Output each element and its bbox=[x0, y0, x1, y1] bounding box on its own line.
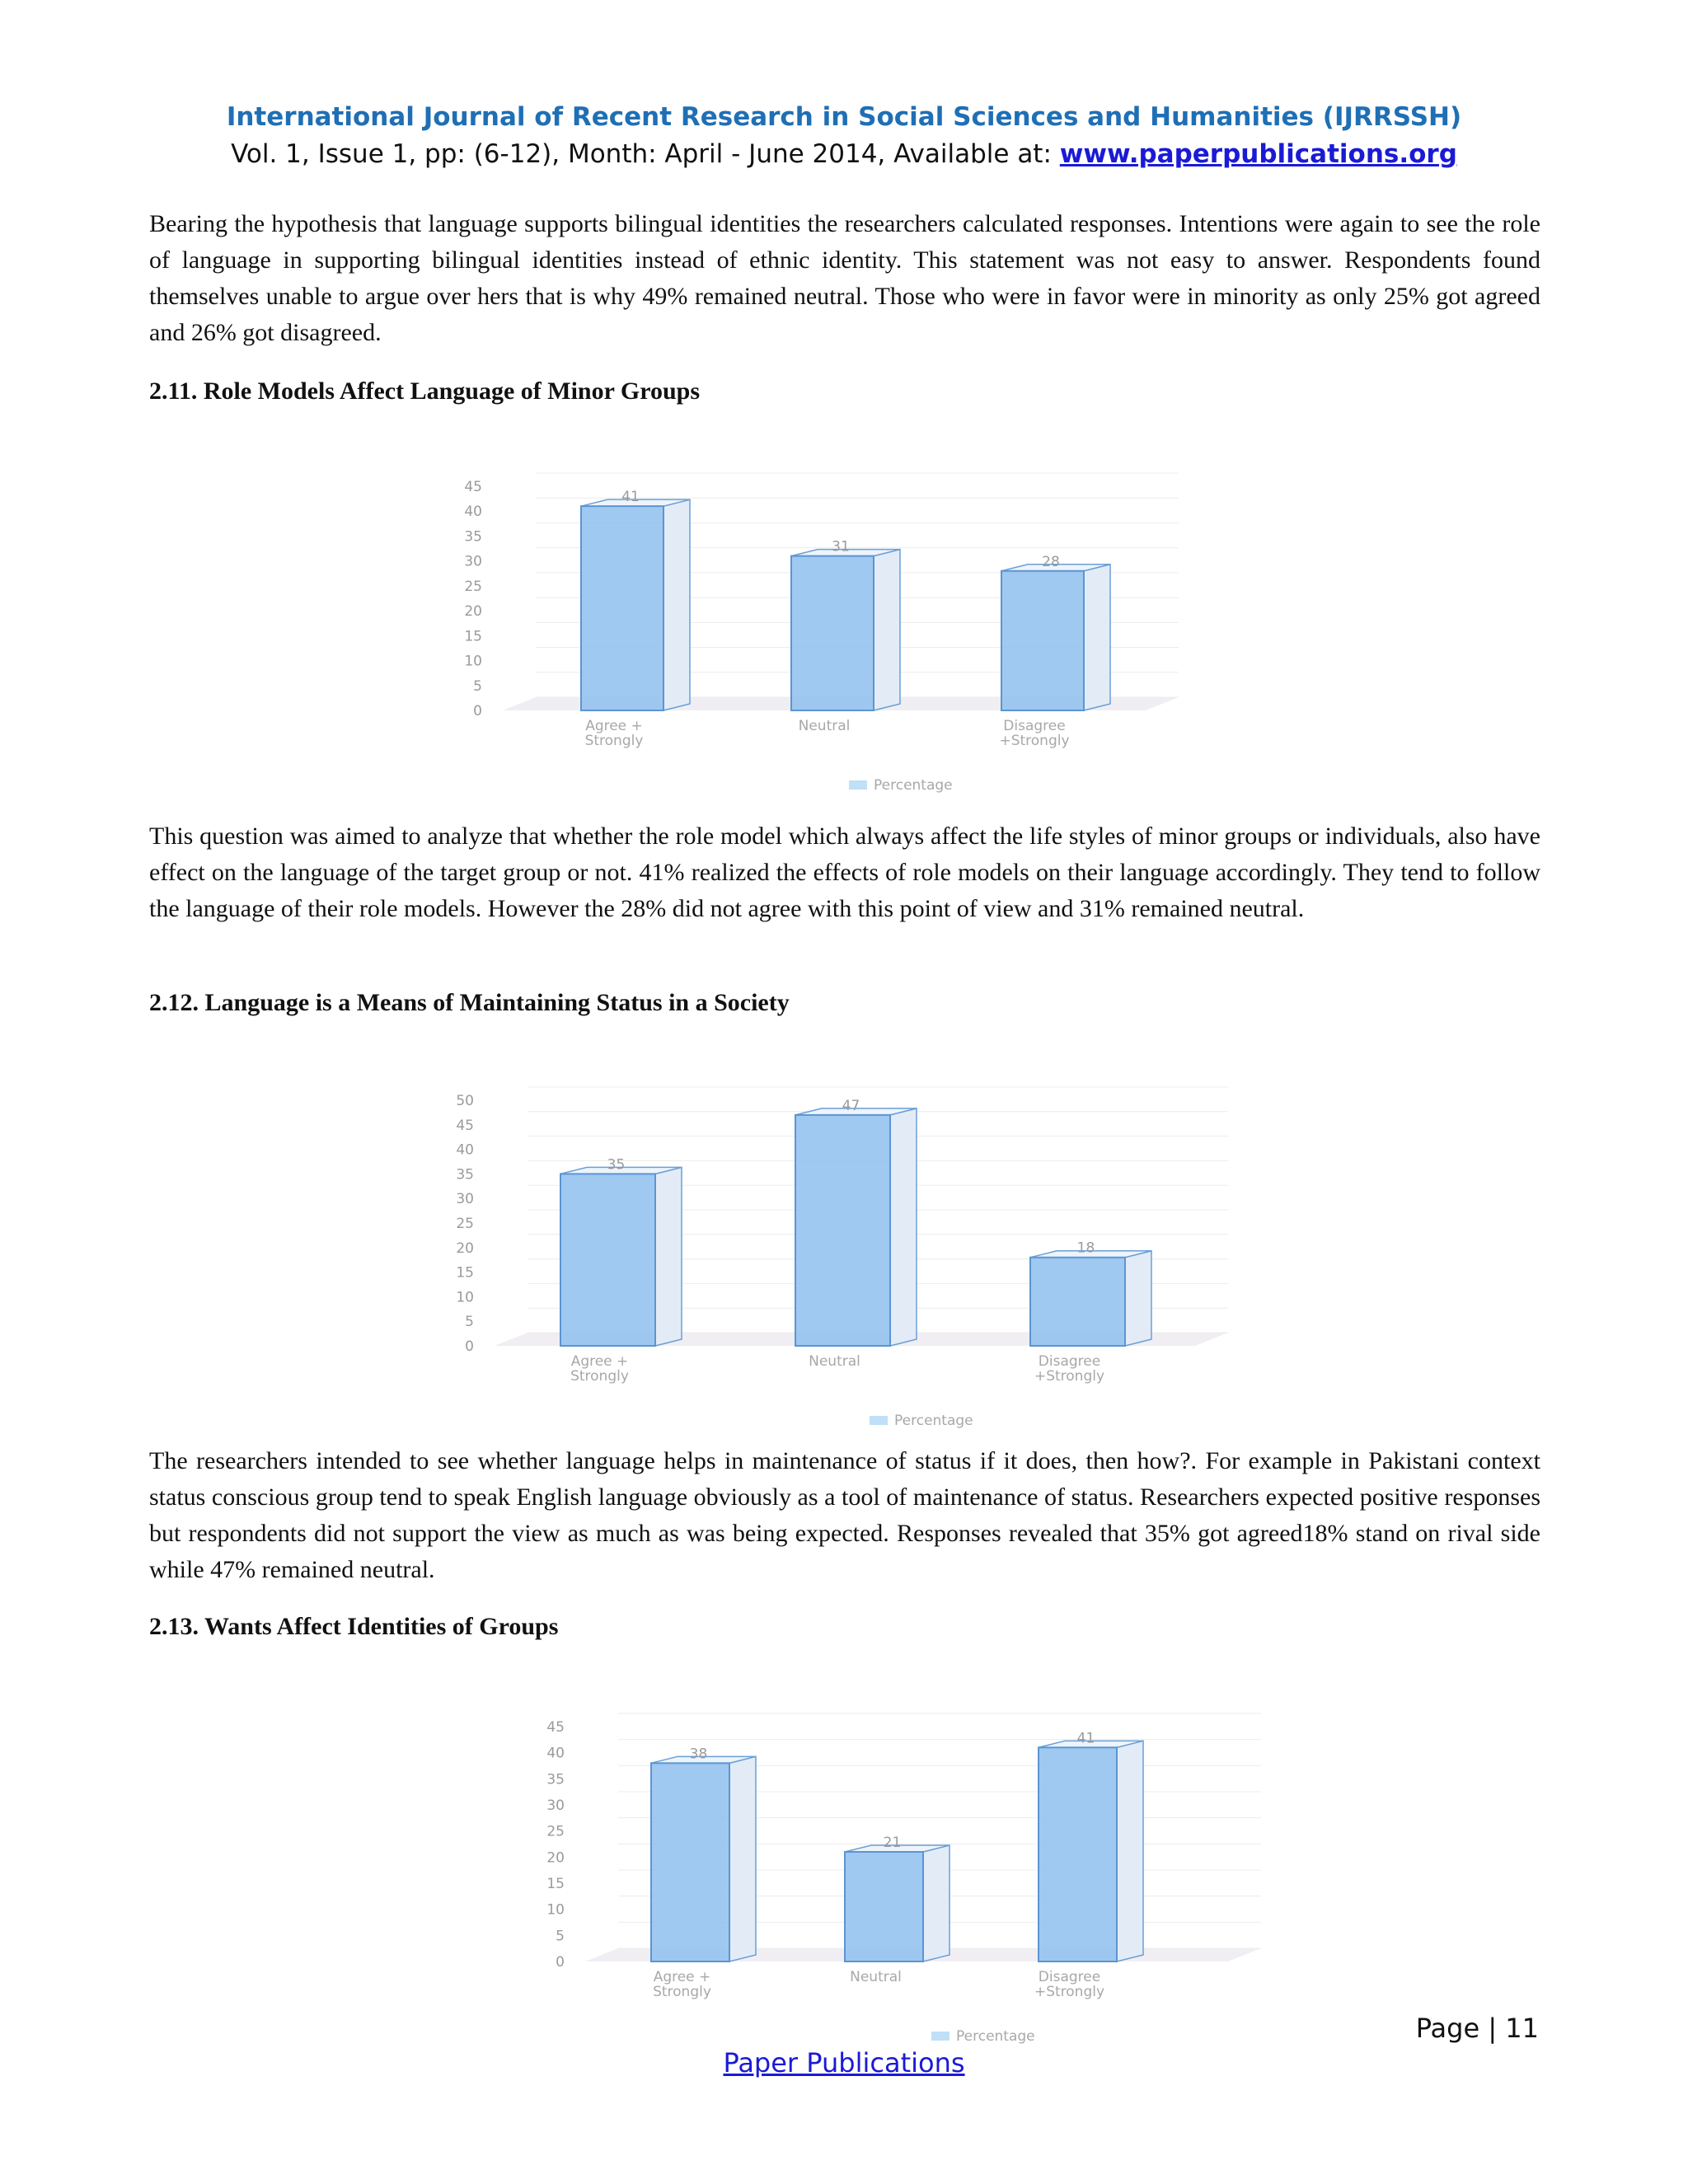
legend-swatch bbox=[849, 780, 867, 790]
x-tick-label: Neutral bbox=[850, 1969, 902, 1985]
x-tick-label: Strongly bbox=[570, 1368, 629, 1385]
section-heading-2-13: 2.13. Wants Affect Identities of Groups bbox=[149, 1613, 559, 1640]
x-tick-label: Agree + bbox=[653, 1969, 711, 1985]
y-tick-label: 10 bbox=[464, 653, 482, 670]
y-tick-label: 40 bbox=[546, 1745, 565, 1762]
y-tick-label: 20 bbox=[456, 1240, 474, 1257]
page-header bbox=[0, 99, 1688, 173]
y-tick-label: 35 bbox=[546, 1771, 565, 1788]
bar bbox=[1001, 571, 1084, 710]
y-tick-label: 30 bbox=[546, 1797, 565, 1814]
chart-maintaining-status bbox=[412, 1076, 1319, 1430]
bar-side bbox=[729, 1756, 756, 1961]
data-label: 28 bbox=[1042, 553, 1060, 570]
y-tick-label: 0 bbox=[473, 703, 482, 719]
y-tick-label: 35 bbox=[456, 1166, 474, 1183]
bar-side bbox=[1125, 1251, 1151, 1346]
y-tick-label: 0 bbox=[465, 1338, 474, 1355]
bar bbox=[845, 1852, 923, 1961]
y-tick-label: 15 bbox=[464, 628, 482, 645]
data-label: 18 bbox=[1076, 1240, 1095, 1257]
y-tick-label: 45 bbox=[464, 479, 482, 495]
y-tick-label: 35 bbox=[464, 528, 482, 546]
y-tick-label: 15 bbox=[456, 1264, 474, 1282]
bar-side bbox=[874, 550, 900, 710]
x-tick-label: Agree + bbox=[570, 1353, 629, 1370]
paragraph-role-models: This question was aimed to analyze that whether the role model which always affect the life styles of minor groups or individuals, also have effect on the language of the target group or not. 41% realized the effects of role models on their language accordingly. They tend to follow the language of their role models. However the 28% did not agree with this point of view and 31% remained neutral. bbox=[149, 823, 1540, 922]
y-tick-label: 20 bbox=[464, 603, 482, 621]
site-link[interactable]: www.paperpublications.org bbox=[1059, 139, 1457, 169]
bar-side bbox=[1117, 1741, 1143, 1961]
y-tick-label: 30 bbox=[456, 1191, 474, 1208]
x-tick-label: +Strongly bbox=[1034, 1984, 1105, 2000]
x-tick-label: Neutral bbox=[798, 718, 851, 734]
bar-chart-svg bbox=[412, 462, 1236, 808]
x-tick-label: +Strongly bbox=[1034, 1368, 1105, 1385]
y-tick-label: 40 bbox=[464, 504, 482, 521]
y-tick-label: 45 bbox=[456, 1117, 474, 1134]
data-label: 47 bbox=[842, 1097, 860, 1114]
bar-side bbox=[655, 1167, 682, 1346]
legend-label: Percentage bbox=[894, 1413, 973, 1429]
journal-title: International Journal of Recent Research in Social Sciences and Humanities (IJRRSSH) bbox=[226, 102, 1462, 132]
y-tick-label: 40 bbox=[456, 1141, 474, 1159]
bar-side bbox=[890, 1108, 917, 1346]
page-number: Page | 11 bbox=[1415, 2013, 1539, 2044]
legend-label: Percentage bbox=[874, 777, 953, 794]
bar-side bbox=[923, 1845, 950, 1961]
data-label: 35 bbox=[607, 1156, 626, 1174]
bar-chart-svg bbox=[412, 1076, 1319, 1430]
y-tick-label: 10 bbox=[456, 1289, 474, 1306]
bar-side bbox=[663, 499, 690, 710]
legend-label: Percentage bbox=[956, 2028, 1035, 2045]
bar bbox=[1030, 1258, 1125, 1346]
data-label: 41 bbox=[621, 489, 640, 506]
publisher-link[interactable]: Paper Publications bbox=[723, 2047, 965, 2079]
y-tick-label: 5 bbox=[473, 677, 482, 695]
x-tick-label: Disagree bbox=[1038, 1969, 1101, 1985]
volume-text: Vol. 1, Issue 1, pp: (6-12), Month: April - June 2014, Available at: bbox=[231, 139, 1060, 169]
section-heading-2-12: 2.12. Language is a Means of Maintaining Status in a Society bbox=[149, 989, 790, 1016]
y-tick-label: 25 bbox=[456, 1216, 474, 1232]
bar-chart-svg bbox=[495, 1706, 1319, 2045]
y-tick-label: 25 bbox=[464, 578, 482, 595]
y-tick-label: 15 bbox=[546, 1876, 565, 1892]
legend-swatch bbox=[931, 2032, 950, 2041]
chart-wants-identities bbox=[495, 1706, 1319, 2045]
y-tick-label: 10 bbox=[546, 1901, 565, 1919]
x-tick-label: Neutral bbox=[809, 1353, 860, 1370]
bar-side bbox=[1084, 565, 1110, 710]
y-tick-label: 50 bbox=[456, 1093, 474, 1109]
volume-info bbox=[0, 135, 1688, 173]
chart-role-models bbox=[412, 462, 1236, 808]
publisher-footer bbox=[0, 2047, 1688, 2079]
data-label: 41 bbox=[1076, 1730, 1095, 1747]
x-tick-label: Strongly bbox=[653, 1984, 711, 2000]
x-tick-label: +Strongly bbox=[999, 733, 1070, 749]
x-tick-label: Disagree bbox=[1038, 1353, 1101, 1370]
y-tick-label: 0 bbox=[556, 1954, 565, 1971]
legend-swatch bbox=[870, 1416, 888, 1425]
y-tick-label: 5 bbox=[465, 1314, 474, 1331]
section-heading-2-11: 2.11. Role Models Affect Language of Minor Groups bbox=[149, 377, 701, 405]
bar bbox=[795, 1115, 890, 1346]
paragraph-status: The researchers intended to see whether language helps in maintenance of status if it does, then how?. For example in Pakistani context status conscious group tend to speak English language obviously as a tool of maintenance of status. Researchers expected positive responses but respondents did not support the view as much as was being expected. Responses revealed that 35% got agreed18% stand on rival side while 47% remained neutral. bbox=[149, 1447, 1540, 1583]
y-tick-label: 20 bbox=[546, 1849, 565, 1867]
bar bbox=[651, 1763, 729, 1961]
x-tick-label: Strongly bbox=[584, 733, 644, 749]
y-tick-label: 45 bbox=[546, 1719, 565, 1736]
x-tick-label: Agree + bbox=[585, 718, 643, 734]
x-tick-label: Disagree bbox=[1003, 718, 1066, 734]
bar bbox=[791, 556, 874, 710]
paragraph-bilingual: Bearing the hypothesis that language supports bilingual identities the researchers calculated responses. Intentions were again to see the role of language in supporting bilingual identities instead of ethnic identity. This statement was not easy to answer. Respondents found themselves unable to argue over hers that is why 49% remained neutral. Those who were in favor were in minority as only 25% got agreed and 26% got disagreed. bbox=[149, 210, 1540, 346]
data-label: 21 bbox=[883, 1835, 902, 1851]
data-label: 31 bbox=[832, 538, 850, 555]
data-label: 38 bbox=[689, 1746, 708, 1763]
bar bbox=[581, 506, 663, 710]
bar bbox=[560, 1174, 655, 1346]
bar bbox=[1039, 1747, 1117, 1961]
y-tick-label: 5 bbox=[556, 1928, 565, 1945]
y-tick-label: 25 bbox=[546, 1823, 565, 1840]
y-tick-label: 30 bbox=[464, 553, 482, 570]
